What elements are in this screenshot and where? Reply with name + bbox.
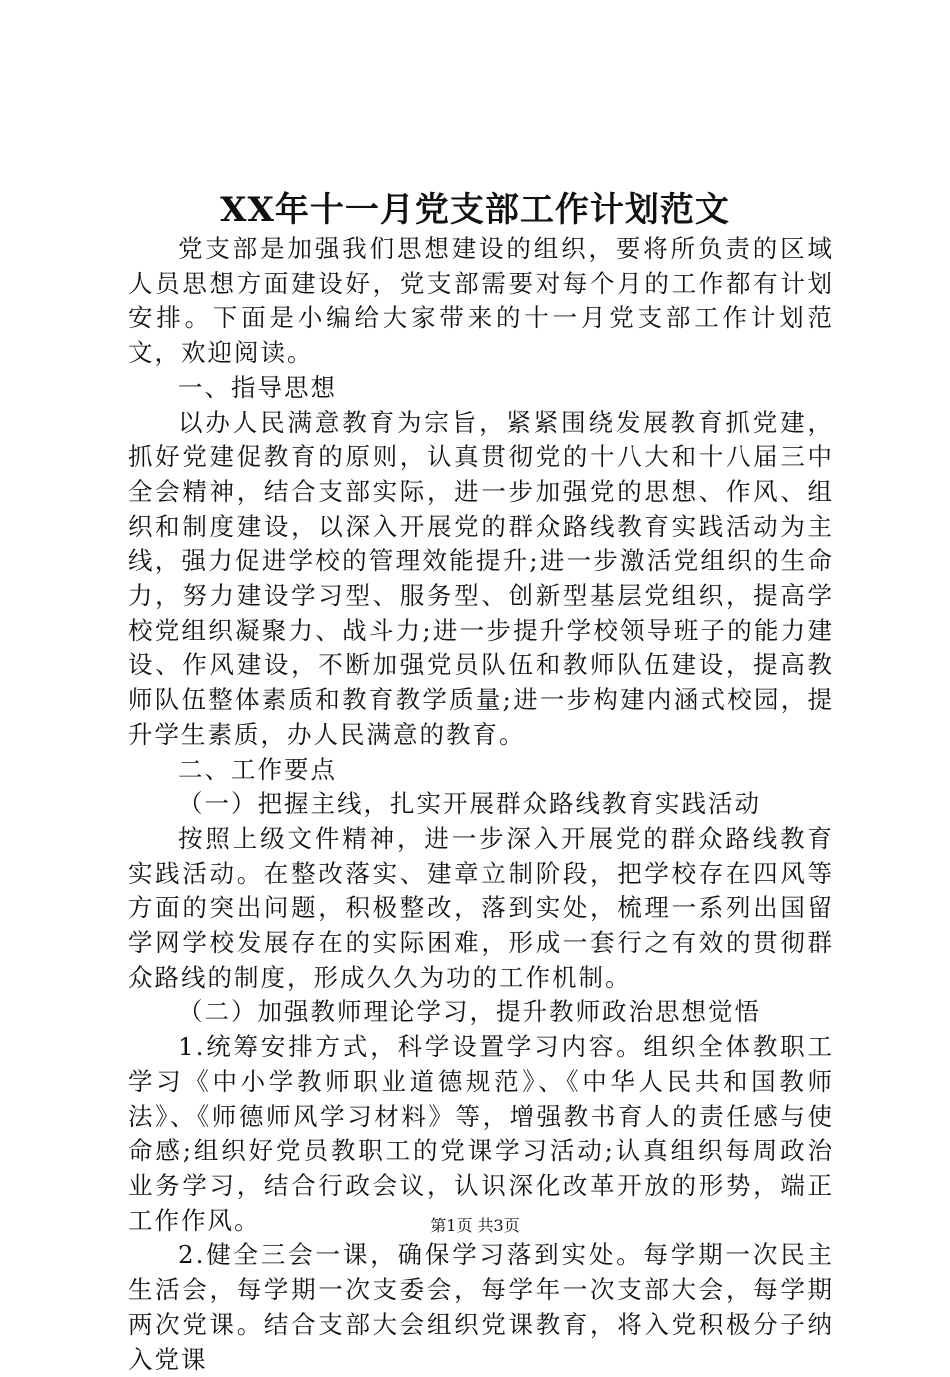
body-paragraph: 2.健全三会一课，确保学习落到实处。每学期一次民主生活会，每学期一次支委会，每学年一次支部大会，每学期两次党课。结合支部大会组织党课教育，将入党积极分子纳入党课 bbox=[128, 1240, 834, 1374]
body-paragraph: 按照上级文件精神，进一步深入开展党的群众路线教育实践活动。在整改落实、建章立制阶段，把学校存在四风等方面的突出问题，积极整改，落到实处，梳理一系列出国留学网学校发展存在的实际困难，形成一套行之有效的贯彻群众路线的制度，形成久久为功的工作机制。 bbox=[128, 823, 834, 992]
section-heading: 一、指导思想 bbox=[178, 372, 337, 402]
body-paragraph: 以办人民满意教育为宗旨，紧紧围绕发展教育抓党建，抓好党建促教育的原则，认真贯彻党的十八大和十八届三中全会精神，结合支部实际，进一步加强党的思想、作风、组织和制度建设，以深入开展党的群众路线教育实践活动为主线，强力促进学校的管理效能提升;进一步激活党组织的生命力，努力建设学习型、服务型、创新型基层党组织，提高学校党组织凝聚力、战斗力;进一步提升学校领导班子的能力建设、作风建设，不断加强党员队伍和教师队伍建设，提高教师队伍整体素质和教育教学质量;进一步构建内涵式校园，提升学生素质，办人民满意的教育。 bbox=[128, 407, 834, 749]
subsection-heading: （一）把握主线，扎实开展群众路线教育实践活动 bbox=[178, 789, 761, 819]
document-body bbox=[128, 232, 834, 1377]
body-paragraph: 1.统筹安排方式，科学设置学习内容。组织全体教职工学习《中小学教师职业道德规范》、《中华人民共和国教师法》、《师德师风学习材料》等，增强教书育人的责任感与使命感;组织好党员教职工的党课学习活动;认真组织每周政治业务学习，结合行政会议，认识深化改革开放的形势，端正工作作风。 bbox=[128, 1032, 834, 1235]
document-title: XX年十一月党支部工作计划范文 bbox=[220, 190, 730, 230]
page-number-footer: 第1页 共3页 bbox=[430, 1216, 520, 1235]
subsection-heading: （二）加强教师理论学习，提升教师政治思想觉悟 bbox=[178, 997, 761, 1027]
section-heading: 二、工作要点 bbox=[178, 754, 337, 784]
intro-paragraph: 党支部是加强我们思想建设的组织，要将所负责的区域人员思想方面建设好，党支部需要对每个月的工作都有计划安排。下面是小编给大家带来的十一月党支部工作计划范文，欢迎阅读。 bbox=[128, 234, 834, 368]
